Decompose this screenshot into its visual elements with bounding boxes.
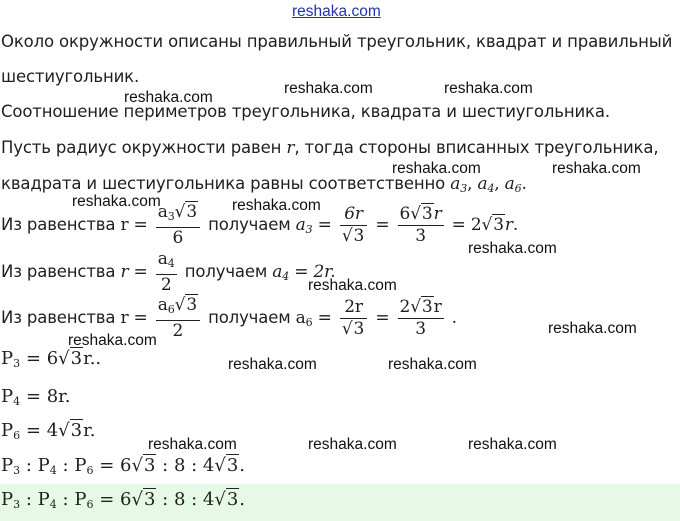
perimeter-p3: $P_3 = 6√3r$..	[1, 348, 102, 370]
perimeter-p6: $P_6 = 4√3r$.	[1, 420, 96, 442]
side-a3: $a_3$	[295, 215, 313, 236]
problem-line-1: Около окружности описаны правильный треугольник, квадрат и правильный	[1, 32, 673, 51]
equation-triangle	[1, 203, 518, 248]
watermark: reshaka.com	[392, 160, 481, 177]
get-label: получаем	[184, 262, 268, 281]
from-equality-label: Из равенства	[1, 215, 116, 234]
equals: =	[375, 215, 390, 235]
watermark: reshaka.com	[444, 80, 533, 97]
equation-hexagon	[1, 296, 457, 341]
comma: ,	[467, 174, 473, 194]
fraction: $\frac{a_3√3}{6}$	[156, 203, 200, 248]
fraction: $\frac{6r}{√3}$	[340, 205, 367, 246]
watermark: reshaka.com	[148, 436, 237, 453]
equals: =	[451, 215, 466, 235]
fraction: $\frac{2r}{√3}$	[340, 298, 367, 339]
radius-text-a: Пусть радиус окружности равен	[1, 138, 282, 157]
side-a4: $a_4$	[272, 262, 290, 283]
r-symbol: r	[120, 262, 129, 282]
equals: =	[133, 262, 148, 282]
side-a6: $a_6$	[295, 308, 313, 329]
equation-square	[1, 250, 336, 295]
watermark: reshaka.com	[468, 240, 557, 257]
r-upright: r	[120, 308, 129, 328]
watermark: reshaka.com	[72, 193, 161, 210]
side-a6: $a_6$	[504, 174, 522, 195]
comma: ,	[494, 174, 500, 194]
watermark: reshaka.com	[228, 356, 317, 373]
watermark: reshaka.com	[308, 436, 397, 453]
result: 2r.	[313, 262, 336, 282]
perimeter-p4: $P_4 = 8r$.	[1, 386, 71, 408]
watermark: reshaka.com	[284, 80, 373, 97]
watermark-top[interactable]: reshaka.com	[292, 3, 381, 20]
fraction: $\frac{6√3r}{3}$	[399, 204, 442, 246]
watermark: reshaka.com	[124, 89, 213, 106]
radius-symbol: r	[286, 138, 295, 158]
equals: =	[317, 215, 332, 235]
fraction: $\frac{a_6√3}{2}$	[156, 296, 200, 341]
get-label: получаем	[208, 215, 291, 234]
equals: =	[133, 215, 148, 235]
watermark: reshaka.com	[548, 320, 637, 337]
fraction: $\frac{2√3r}{3}$	[399, 297, 442, 339]
from-equality-label: Из равенства	[1, 308, 116, 327]
watermark: reshaka.com	[308, 277, 397, 294]
period: .	[451, 308, 457, 328]
radius-text-b: , тогда стороны вписанных треугольника,	[294, 138, 659, 157]
watermark: reshaka.com	[68, 332, 157, 349]
period: .	[521, 174, 527, 194]
r-upright: r	[120, 215, 129, 235]
problem-line-2: шестиугольник.	[1, 67, 140, 86]
equals: =	[133, 308, 148, 328]
equals: =	[375, 308, 390, 328]
equals: =	[317, 308, 332, 328]
sides-text: квадрата и шестиугольника равны соответственно	[1, 174, 446, 193]
radius-line	[1, 138, 658, 158]
get-label: получаем	[208, 308, 291, 327]
result: 2√3r.	[470, 215, 519, 235]
ratio-line: $P_3$ : $P_4$ : $P_6 = 6√3$ : 8 : 4√3.	[1, 455, 246, 477]
answer-ratio: $P_3$ : $P_4$ : $P_6 = 6√3$ : 8 : 4√3.	[1, 489, 246, 511]
watermark: reshaka.com	[468, 436, 557, 453]
task-line: Соотношение периметров треугольника, квадрата и шестиугольника.	[1, 102, 610, 121]
equals: =	[294, 262, 309, 282]
sides-line	[1, 174, 527, 195]
watermark: reshaka.com	[552, 160, 641, 177]
watermark: reshaka.com	[232, 197, 321, 214]
from-equality-label: Из равенства	[1, 262, 116, 281]
fraction: $\frac{a_4}{2}$	[157, 249, 175, 295]
side-a3: $a_3$	[450, 174, 468, 195]
side-a4: $a_4$	[477, 174, 495, 195]
watermark: reshaka.com	[388, 356, 477, 373]
